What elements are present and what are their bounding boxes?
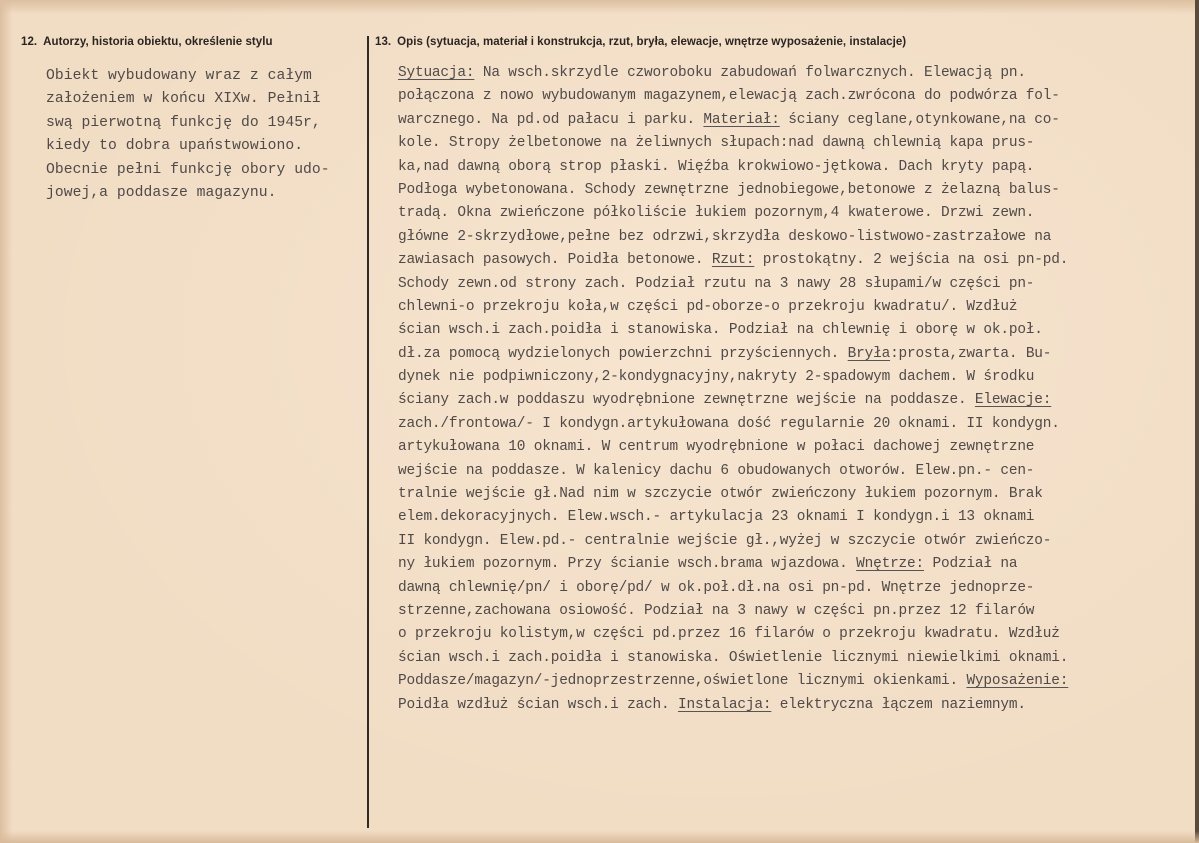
text-segment: zach./frontowa/- I kondygn.artykułowana dość regularnie 20 oknami. II kondygn. xyxy=(398,415,1060,432)
text-segment: warcznego. Na pd.od pałacu i parku. xyxy=(398,111,704,128)
text-line xyxy=(398,506,1068,529)
text-line xyxy=(398,460,1068,483)
text-line xyxy=(398,483,1068,506)
text-segment: zawiasach pasowych. Poidła betonowe. xyxy=(398,252,712,269)
text-segment: ny łukiem pozornym. Przy ścianie wsch.brama wjazdowa. xyxy=(398,556,857,573)
text-segment: tralnie wejście gł.Nad nim w szczycie otwór zwieńczony łukiem pozornym. Brak xyxy=(398,486,1043,503)
column-divider xyxy=(367,36,369,828)
section-13-number: 13. xyxy=(375,36,392,48)
text-line xyxy=(398,202,1068,225)
text-segment: ścian wsch.i zach.poidła i stanowiska. Oświetlenie licznymi niewielkimi oknami. xyxy=(398,649,1069,666)
text-segment: o przekroju kolistym,w części pd.przez 16 filarów o przekroju kwadratu. Wzdłuż xyxy=(398,626,1060,643)
section-12-body xyxy=(46,65,330,205)
text-line xyxy=(398,436,1068,459)
text-segment: ściany zach.w poddaszu wyodrębnione zewnętrzne wejście na poddasze. xyxy=(398,392,975,409)
paper-edge-left xyxy=(0,0,12,843)
text-line xyxy=(398,273,1068,296)
text-line: Obiekt wybudowany wraz z całym xyxy=(46,68,312,84)
text-segment: chlewni-o przekroju koła,w części pd-oborze-o przekroju kwadratu/. Wzdłuż xyxy=(398,298,1018,315)
section-13-title: Opis (sytuacja, materiał i konstrukcja, rzut, bryła, elewacje, wnętrze wyposażenie, instalacje) xyxy=(397,36,907,48)
text-line xyxy=(398,85,1068,108)
text-segment: ka,nad dawną oborą strop płaski. Więźba krokwiowo-jętkowa. Dach kryty papą. xyxy=(398,158,1035,175)
text-segment: kole. Stropy żelbetonowe na żeliwnych słupach:nad dawną chlewnią kapa prus- xyxy=(398,135,1035,152)
text-segment: dawną chlewnię/pn/ i oborę/pd/ w ok.poł.dł.na osi pn-pd. Wnętrze jednoprze- xyxy=(398,579,1035,596)
text-segment: elem.dekoracyjnych. Elew.wsch.- artykulacja 23 oknami I kondygn.i 13 oknami xyxy=(398,509,1035,526)
text-segment: elektryczna łączem naziemnym. xyxy=(771,696,1026,713)
text-segment: Schody zewn.od strony zach. Podział rzutu na 3 nawy 28 słupami/w części pn- xyxy=(398,275,1035,292)
text-segment: główne 2-skrzydłowe,pełne bez odrzwi,skrzydła deskowo-listwowo-zastrzałowe na xyxy=(398,228,1052,245)
text-line xyxy=(398,413,1068,436)
text-line xyxy=(398,319,1068,342)
text-line xyxy=(398,647,1068,670)
text-segment: strzenne,zachowana osiowość. Podział na 3 nawy w części pn.przez 12 filarów xyxy=(398,602,1035,619)
section-heading-underlined: Sytuacja: xyxy=(398,65,475,81)
text-line xyxy=(398,179,1068,202)
text-line: kiedy to dobra upaństwowiono. xyxy=(46,138,304,155)
text-line xyxy=(398,343,1068,366)
text-line xyxy=(398,389,1068,412)
section-heading-underlined: Elewacje: xyxy=(974,392,1052,409)
text-line xyxy=(398,577,1068,600)
section-13-heading xyxy=(375,36,906,48)
text-line: swą pierwotną funkcję do 1945r, xyxy=(46,114,321,131)
text-segment: dynek nie podpiwniczony,2-kondygnacyjny,nakryty 2-spadowym dachem. W środku xyxy=(398,369,1035,386)
text-line xyxy=(398,296,1068,319)
text-segment: prostokątny. 2 wejścia na osi pn-pd. xyxy=(754,252,1069,269)
text-line xyxy=(398,694,1068,717)
text-line xyxy=(398,226,1068,249)
text-segment: artykułowana 10 oknami. W centrum wyodrębnione w połaci dachowej zewnętrzne xyxy=(398,439,1035,456)
text-line xyxy=(398,670,1068,693)
paper-edge-top xyxy=(0,0,1199,14)
text-line xyxy=(398,109,1068,132)
text-segment: Na wsch.skrzydle czworoboku zabudowań folwarcznych. Elewacją pn. xyxy=(474,65,1026,81)
section-12-heading xyxy=(21,36,273,48)
section-heading-underlined: Bryła xyxy=(847,345,891,362)
section-13-body xyxy=(398,62,1068,717)
text-segment: połączona z nowo wybudowanym magazynem,elewacją zach.zwrócona do podwórza fol- xyxy=(398,88,1060,105)
text-line: jowej,a poddasze magazynu. xyxy=(46,184,277,201)
text-segment: II kondygn. Elew.pd.- centralnie wejście gł.,wyżej w szczycie otwór zwieńczo- xyxy=(398,532,1052,549)
section-heading-underlined: Rzut: xyxy=(711,252,755,269)
section-heading-underlined: Instalacja: xyxy=(677,696,772,713)
text-line: Obecnie pełni funkcję obory udo- xyxy=(46,161,330,178)
section-12-number: 12. xyxy=(21,36,38,48)
text-segment: ścian wsch.i zach.poidła i stanowiska. Podział na chlewnię i oborę w ok.poł. xyxy=(398,322,1043,339)
text-line xyxy=(398,553,1068,576)
text-line xyxy=(398,62,1068,85)
text-segment: Poddasze/magazyn/-jednoprzestrzenne,oświetlone licznymi okienkami. xyxy=(398,673,967,690)
section-heading-underlined: Wnętrze: xyxy=(856,556,925,573)
text-line xyxy=(398,249,1068,272)
text-line xyxy=(398,530,1068,553)
text-line xyxy=(398,623,1068,646)
text-segment: Poidła wzdłuż ścian wsch.i zach. xyxy=(398,696,678,713)
section-12-title: Autorzy, historia obiektu, określenie stylu xyxy=(43,36,273,48)
text-line xyxy=(398,600,1068,623)
text-line xyxy=(398,366,1068,389)
text-line: założeniem w końcu XIXw. Pełnił xyxy=(46,91,321,108)
section-heading-underlined: Wyposażenie: xyxy=(966,673,1069,690)
text-segment: Podział na xyxy=(924,556,1018,573)
text-segment: Podłoga wybetonowana. Schody zewnętrzne jednobiegowe,betonowe z żelazną balus- xyxy=(398,181,1060,198)
section-heading-underlined: Materiał: xyxy=(703,111,780,128)
text-segment: wejście na poddasze. W kalenicy dachu 6 obudowanych otworów. Elew.pn.- cen- xyxy=(398,462,1035,479)
text-segment: tradą. Okna zwieńczone półkoliście łukiem pozornym,4 kwaterowe. Drzwi zewn. xyxy=(398,205,1035,222)
paper-edge-bottom xyxy=(0,831,1199,843)
text-segment: :prosta,zwarta. Bu- xyxy=(890,345,1052,362)
paper-edge-right xyxy=(1195,0,1199,843)
text-segment: dł.za pomocą wydzielonych powierzchni przyściennych. xyxy=(398,345,848,362)
text-line xyxy=(398,156,1068,179)
text-line xyxy=(398,132,1068,155)
text-segment: ściany ceglane,otynkowane,na co- xyxy=(779,111,1060,128)
